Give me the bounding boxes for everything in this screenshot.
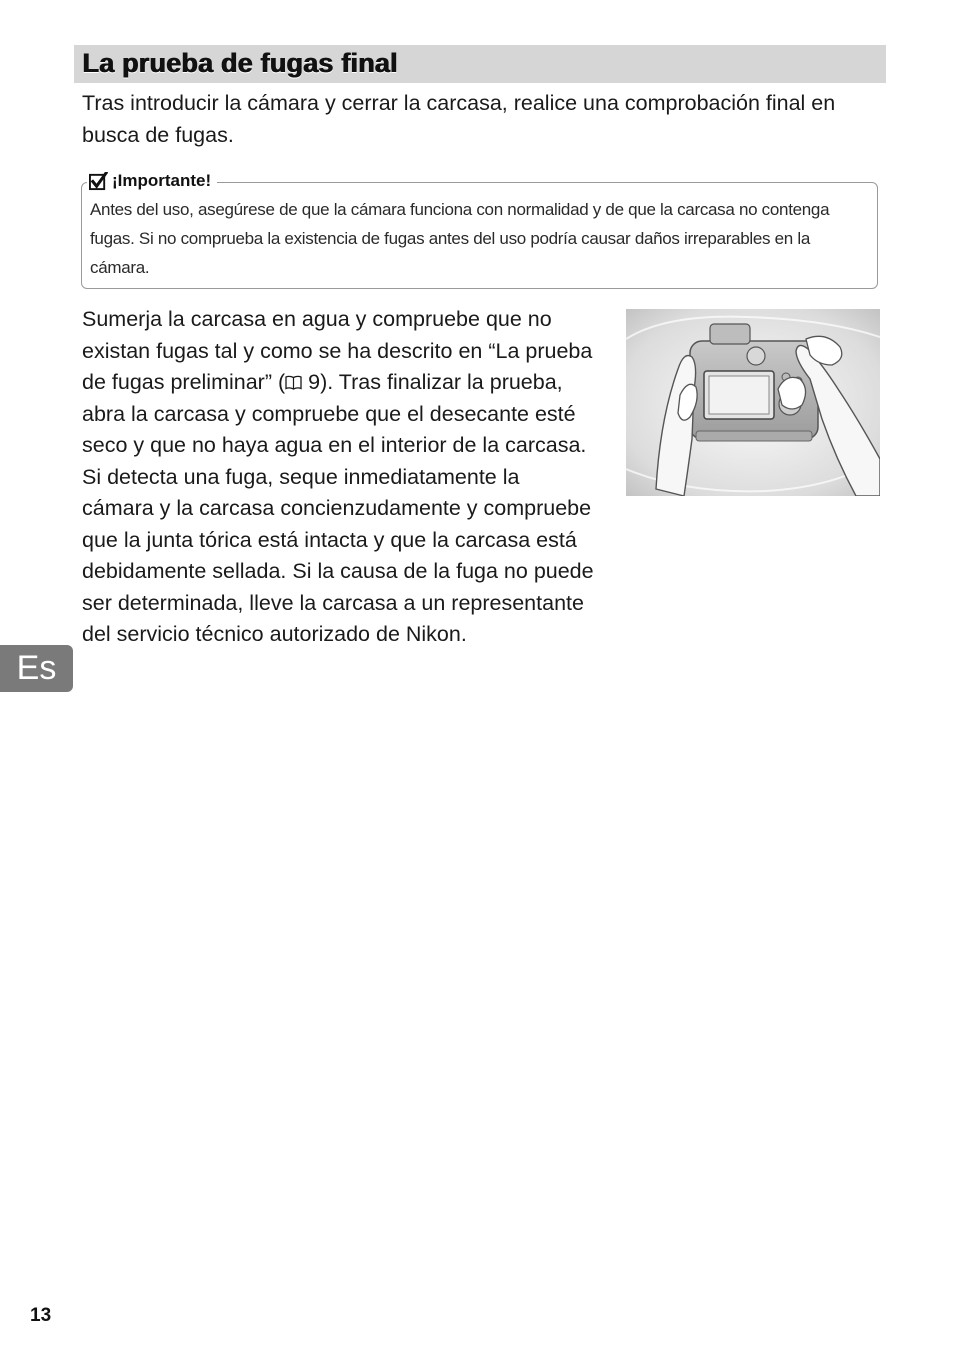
- language-tab: Es: [0, 645, 73, 692]
- intro-paragraph: Tras introducir la cámara y cerrar la carcasa, realice una comprobación final en busca de fugas.: [82, 91, 836, 147]
- body-text-part1: Sumerja la carcasa en agua y compruebe que no existan fugas tal y como se ha descrito en “La prueba de fugas preliminar” (: [82, 307, 593, 394]
- important-legend: [87, 169, 217, 193]
- page-reference[interactable]: 9: [302, 370, 321, 394]
- page-number: 13: [30, 1305, 52, 1326]
- important-note: [81, 171, 878, 289]
- section-title: La prueba de fugas final: [82, 48, 398, 78]
- figure-spacer: [597, 304, 872, 604]
- body-text-part2: ). Tras finalizar la prueba, abra la carcasa y compruebe que el desecante esté seco y que no haya agua en el interior de la carcasa. Si detecta una fuga, seque inmediatamente la cámara y la carcasa concienzudamente y compruebe que la junta tórica está intacta y que la carcasa está debidamente sellada. Si la causa de la fuga no puede ser determinada, lleve la carcasa a un representante del servicio técnico autorizado de Nikon.: [82, 370, 594, 646]
- checkmark-icon: [89, 172, 108, 191]
- book-icon: [285, 375, 302, 390]
- section-header: [74, 45, 886, 83]
- important-text: Antes del uso, asegúrese de que la cámara funciona con normalidad y de que la carcasa no contenga fugas. Si no comprueba la existencia de fugas antes del uso podría causar daños irreparables en la cámara.: [90, 200, 830, 277]
- important-label: ¡Importante!: [112, 171, 212, 190]
- body-paragraph: [82, 304, 872, 651]
